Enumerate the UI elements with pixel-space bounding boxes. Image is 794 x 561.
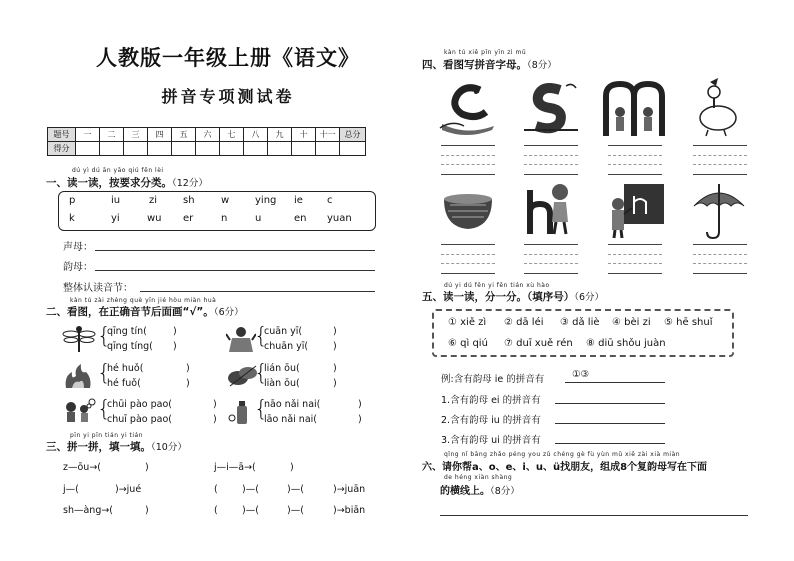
score-cell[interactable] xyxy=(172,142,196,156)
q4-points: （8分） xyxy=(527,60,557,71)
q1-shengmu-label: 声母： xyxy=(63,242,93,253)
q2-pinyin: kàn tú zài zhèng què yīn jié hòu miàn huà xyxy=(70,297,217,304)
q5-example-label: 例:含有韵母 ie 的拼音有 xyxy=(441,374,545,385)
score-cell[interactable] xyxy=(100,142,124,156)
q5-title-text: 五、读一读，分一分。（填序号） xyxy=(422,291,575,303)
q4-write-line-1[interactable] xyxy=(441,145,495,146)
q1-shengmu-line[interactable] xyxy=(95,250,375,251)
score-col: 一 xyxy=(76,128,100,142)
goose-e-icon xyxy=(436,80,498,138)
score-col: 三 xyxy=(124,128,148,142)
syllable: k xyxy=(69,213,75,224)
q5-line-2-label: 2.含有韵母 iu 的拼音有 xyxy=(441,415,541,426)
q5-pinyin: dú yi dú fēn yi fēn tián xù hào xyxy=(444,282,550,289)
score-col: 十 xyxy=(292,128,316,142)
q6-points: （8分） xyxy=(490,486,520,497)
q2-option-5a[interactable]: chūi pào pao( xyxy=(107,399,172,410)
syllable: u xyxy=(255,213,262,224)
q5-title xyxy=(422,289,604,304)
q2-option-4b[interactable]: liàn ōu( xyxy=(264,378,300,389)
baby-bottle-icon xyxy=(228,398,256,426)
q3-title-text: 三、拼一拼，填一填。 xyxy=(46,441,151,453)
q2-option-6a[interactable]: nāo nǎi nai( xyxy=(264,399,321,410)
q1-pinyin: dú yì dú ān yāo qiú fēn lèi xyxy=(72,167,164,174)
syllable: w xyxy=(221,195,230,206)
q5-options-box xyxy=(432,309,734,357)
door-m-icon xyxy=(602,80,666,138)
q5-example-answer: ①③ xyxy=(572,369,590,380)
q4-write-line-7[interactable] xyxy=(608,244,662,245)
score-col: 八 xyxy=(244,128,268,142)
q3-left-2[interactable]: j—( xyxy=(63,484,79,495)
q1-zhengti-label: 整体认读音节： xyxy=(63,283,133,294)
syllable: n xyxy=(221,213,228,224)
q2-option-2b[interactable]: chuān yī( xyxy=(264,341,309,352)
q3-left-1[interactable]: z—ōu→( xyxy=(63,462,101,473)
q4-write-line-4[interactable] xyxy=(693,145,747,146)
q1-title xyxy=(46,175,208,190)
q5-line-3-answer[interactable] xyxy=(555,443,665,444)
bowl-icon xyxy=(440,183,496,239)
syllable: en xyxy=(294,213,307,224)
q2-option-4a[interactable]: lián ōu( xyxy=(264,363,300,374)
page-title: 人教版一年级上册《语文》 xyxy=(96,45,360,70)
q1-zhengti-line[interactable] xyxy=(140,291,375,292)
q6-title-line-1: 六、请你帮a、o、e、i、u、ü找朋友，组成8个复韵母写在下面 xyxy=(422,462,708,473)
score-cell[interactable] xyxy=(292,142,316,156)
dragonfly-icon xyxy=(62,325,96,353)
score-col: 六 xyxy=(196,128,220,142)
syllable: iu xyxy=(111,195,121,206)
q2-option-5b[interactable]: chuī pào pao( xyxy=(107,414,172,425)
q4-write-line-5[interactable] xyxy=(441,244,495,245)
score-table-label-tihao: 题号 xyxy=(48,128,76,142)
score-col: 十一 xyxy=(316,128,340,142)
syllable: c xyxy=(327,195,333,206)
q2-option-1b[interactable]: qīng tíng( xyxy=(107,341,153,352)
syllable: ie xyxy=(294,195,303,206)
q4-title xyxy=(422,57,557,72)
q3-title xyxy=(46,439,187,454)
score-col: 七 xyxy=(220,128,244,142)
q6-title-line-2 xyxy=(440,482,520,497)
q4-title-text: 四、看图写拼音字母。 xyxy=(422,59,527,71)
q2-title-text: 二、看图，在正确音节后面画“√”。 xyxy=(46,306,214,318)
q5-line-3-label: 3.含有韵母 ui 的拼音有 xyxy=(441,435,541,446)
syllable: p xyxy=(69,195,76,206)
syllable: sh xyxy=(183,195,195,206)
q3-right-2[interactable]: )—( xyxy=(242,484,259,495)
q5-line-1-label: 1.含有韵母 ei 的拼音有 xyxy=(441,395,541,406)
score-cell[interactable] xyxy=(124,142,148,156)
q6-answer-line[interactable] xyxy=(440,515,748,516)
fire-icon xyxy=(62,362,96,390)
score-table-row-header xyxy=(48,128,366,142)
q4-write-line-2[interactable] xyxy=(524,145,578,146)
q5-option-6: ⑥ qì qiú xyxy=(448,338,488,349)
page-subtitle: 拼音专项测试卷 xyxy=(161,87,295,106)
score-table xyxy=(47,127,366,156)
score-cell[interactable] xyxy=(244,142,268,156)
score-cell[interactable] xyxy=(76,142,100,156)
q1-yunmu-label: 韵母： xyxy=(63,262,93,273)
score-cell[interactable] xyxy=(316,142,340,156)
q5-option-5: ⑤ hē shuǐ xyxy=(664,317,713,328)
q3-right-3[interactable]: )—( xyxy=(242,505,259,516)
score-col: 五 xyxy=(172,128,196,142)
boy-h-icon xyxy=(522,180,580,238)
syllable: zi xyxy=(149,195,158,206)
q2-option-1a[interactable]: qīng tín( xyxy=(107,326,147,337)
syllable: er xyxy=(183,213,194,224)
syllable: ying xyxy=(255,195,277,206)
q5-line-1-answer[interactable] xyxy=(555,403,665,404)
q6-pinyin-1: qǐng nǐ bāng zhǎo péng you zǔ chéng gè fù yùn mǔ xiě zài xià miàn xyxy=(444,451,681,458)
q2-title xyxy=(46,304,244,319)
q1-points: （12分） xyxy=(172,178,208,189)
score-col: 九 xyxy=(268,128,292,142)
teacher-board-icon xyxy=(606,180,666,240)
q3-right-1[interactable]: j—i—ā→( xyxy=(214,462,256,473)
q2-option-3a[interactable]: hé huǒ( xyxy=(107,363,144,374)
q2-option-2a[interactable]: cuān yī( xyxy=(264,326,303,337)
syllable: yi xyxy=(111,213,120,224)
q5-option-7: ⑦ duī xuě rén xyxy=(504,338,573,349)
score-col: 四 xyxy=(148,128,172,142)
score-cell[interactable] xyxy=(220,142,244,156)
silkworm-s-icon xyxy=(520,80,582,138)
syllable: wu xyxy=(147,213,162,224)
score-cell[interactable] xyxy=(196,142,220,156)
q3-points: （10分） xyxy=(151,442,187,453)
syllable: yuan xyxy=(327,213,352,224)
duck-d-icon xyxy=(688,74,750,138)
q3-left-3[interactable]: sh—àng→( xyxy=(63,505,114,516)
q3-pinyin: pīn yi pīn tián yi tián xyxy=(70,432,144,439)
score-table-total: 总分 xyxy=(340,128,366,142)
q4-pinyin: kàn tú xiě pīn yīn zì mǔ xyxy=(444,49,527,56)
q4-write-line-6[interactable] xyxy=(524,244,578,245)
score-table-label-defen: 得分 xyxy=(48,142,76,156)
score-cell[interactable] xyxy=(148,142,172,156)
q5-option-1: ① xiě zì xyxy=(448,317,487,328)
q5-option-8: ⑧ diū shǒu juàn xyxy=(586,338,666,349)
score-table-row-score xyxy=(48,142,366,156)
girl-dressing-icon xyxy=(226,325,256,353)
score-cell-total[interactable] xyxy=(340,142,366,156)
q4-write-line-3[interactable] xyxy=(608,145,662,146)
q5-line-2-answer[interactable] xyxy=(555,423,665,424)
q1-syllable-box xyxy=(58,191,376,231)
q1-yunmu-line[interactable] xyxy=(95,270,375,271)
q5-option-4: ④ bèi zi xyxy=(612,317,651,328)
umbrella-icon xyxy=(690,180,748,240)
q5-option-3: ③ dǎ liè xyxy=(560,317,600,328)
q2-option-3b[interactable]: hé fuǒ( xyxy=(107,378,141,389)
q1-title-text: 一、读一读，按要求分类。 xyxy=(46,177,172,189)
q6-title-line-2-text: 的横线上。 xyxy=(440,486,490,497)
q2-points: （6分） xyxy=(213,307,244,318)
q2-option-6b[interactable]: lāo nǎi nai( xyxy=(264,414,317,425)
kids-bubbles-icon xyxy=(62,398,96,426)
score-col: 二 xyxy=(100,128,124,142)
score-cell[interactable] xyxy=(268,142,292,156)
q5-option-2: ② dā léi xyxy=(504,317,544,328)
q4-write-line-8[interactable] xyxy=(693,244,747,245)
q6-pinyin-2: de héng xiàn shàng xyxy=(444,474,513,481)
q5-points: （6分） xyxy=(574,292,605,303)
